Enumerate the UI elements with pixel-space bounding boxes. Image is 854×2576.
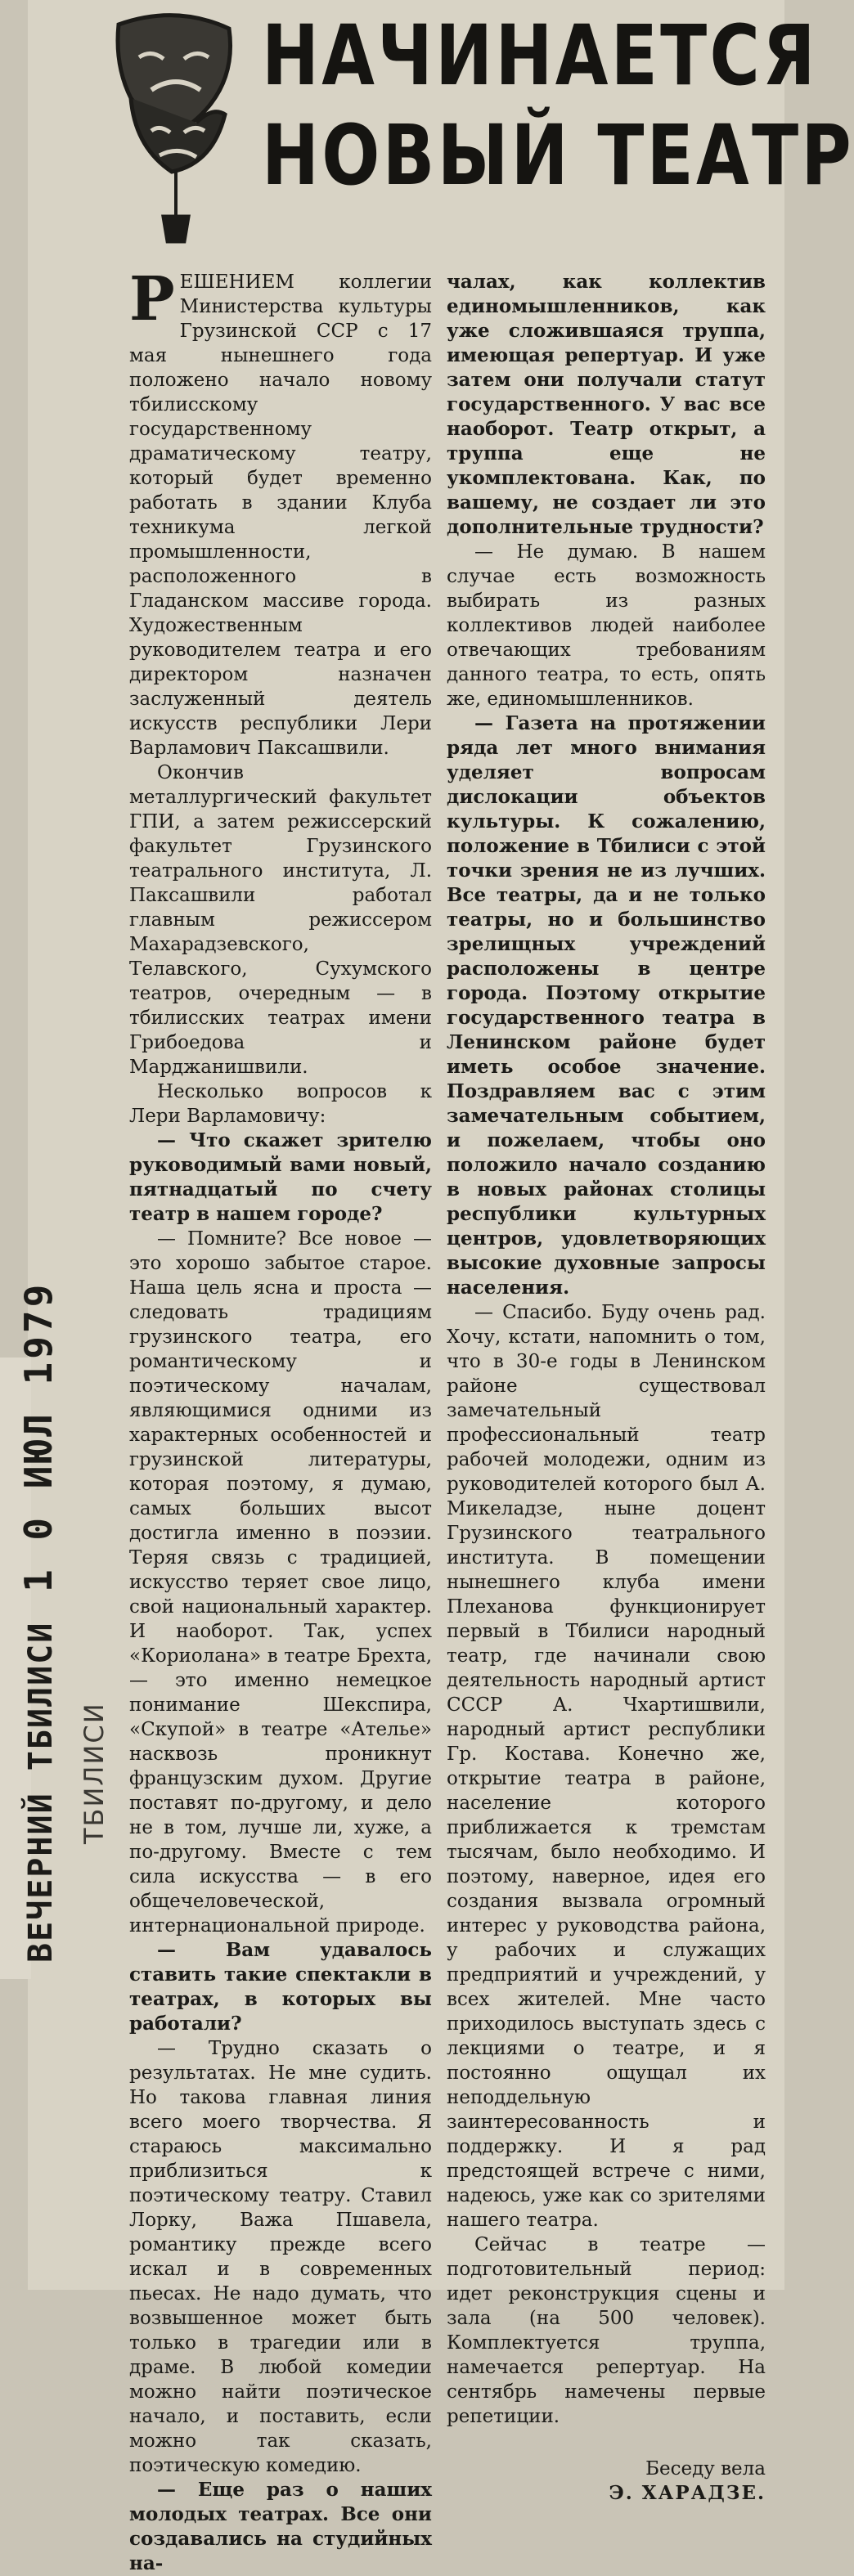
publication-stamp xyxy=(16,1281,61,1963)
paragraph: Окончив металлургический факультет ГПИ, а затем режиссерский факультет Грузинского театрального института, Л. Паксашвили работал главным режиссером Махарадзевского, Телавского, Сухумского театров, очередным — в тбилисских театрах имени Грибоедова и Марджанишвили. xyxy=(129,762,432,1078)
question: — Газета на протяжении ряда лет много внимания уделяет вопросам дислокации объектов культуры. К сожалению, положение в Тбилиси с этой точки зрения не из лучших. Все театры, да и не только театры, но и большинство зрелищных учреждений расположены в центре города. Поэтому открытие государственного театра в Ленинском районе будет иметь особое значение. Поздравляем вас с этим замечательным событием, и пожелаем, чтобы оно положило начало созданию в новых районах столицы республики культурных центров, удовлетворяющих высокие духовные запросы населения. xyxy=(447,712,766,1299)
byline xyxy=(447,2457,766,2506)
stamp-paper-name: ВЕЧЕРНИЙ ТБИЛИСИ xyxy=(22,1621,60,1963)
question-continued: чалах, как коллектив единомышленников, как уже сложившаяся труппа, имеющая репертуар. И уже затем они получали статут государственного. У вас все наоборот. Театр открыт, а труппа еще не укомплектована. Как, по вашему, не создает ли это дополнительные трудности? xyxy=(447,271,766,538)
answer: — Трудно сказать о результатах. Не мне судить. Но такова главная линия всего моего творчества. Я стараюсь максимально приблизиться к поэтическому театру. Ставил Лорку, Важа Пшавела, романтику прежде всего искал и в современных пьесах. Не надо думать, что возвышенное может быть только в трагедии или в драме. В любой комедии можно найти поэтическое начало, и поставить, если можно так сказать, поэтическую комедию. xyxy=(129,2038,432,2476)
headline xyxy=(262,7,854,206)
paragraph: Несколько вопросов к Лери Варламовичу: xyxy=(129,1081,432,1127)
article-column-right xyxy=(447,270,766,2506)
byline-label: Беседу вела xyxy=(645,2458,766,2480)
drop-cap: Р xyxy=(129,264,175,334)
question: — Что скажет зрителю руководимый вами новый, пятнадцатый по счету театр в нашем городе? xyxy=(129,1129,432,1225)
answer: — Спасибо. Буду очень рад. Хочу, кстати, напомнить о том, что в 30-е годы в Ленинском районе существовал замечательный профессиональный театр рабочей молодежи, одним из руководителей которого был А. Микеладзе, ныне доцент Грузинского театрального института. В помещении нынешнего клуба имени Плеханова функционирует первый в Тбилиси народный театр, где начинали свою деятельность народный артист СССР А. Чхартишвили, народный артист республики Гр. Костава. Конечно же, открытие театра в районе, население которого приближается к тремстам тысячам, было необходимо. И поэтому, наверное, идея его создания вызвала огромный интерес у руководства района, у рабочих и служащих предприятий и учреждений, у всех жителей. Мне часто приходилось выступать здесь с лекциями о театре, и я постоянно ощущал их неподдельную заинтересованность и поддержку. И я рад предстоящей встрече с ними, надеюсь, уже как со зрителями нашего театра. xyxy=(447,1302,766,2231)
question: — Еще раз о наших молодых театрах. Все они создавались на студийных на- xyxy=(129,2479,432,2574)
answer: — Не думаю. В нашем случае есть возможность выбирать из разных коллективов людей наиболее отвечающих требованиям данного театра, то есть, опять же, единомышленников. xyxy=(447,541,766,710)
headline-line-1: НАЧИНАЕТСЯ xyxy=(262,7,818,105)
lead-paragraph: РЕШЕНИЕМ коллегии Министерства культуры Грузинской ССР с 17 мая нынешнего года положено начало новому тбилисскому государственному драматическому театру, который будет временно работать в здании Клуба техникума легкой промышленности, расположенного в Гладанском массиве города. Художественным руководителем театра и его директором назначен заслуженный деятель искусств республики Лери Варламович Паксашвили. xyxy=(129,264,432,759)
byline-author: Э. ХАРАДЗЕ. xyxy=(609,2482,766,2504)
answer: — Помните? Все новое — это хорошо забытое старое. Наша цель ясна и проста — следовать традициям грузинского театра, его романтическому и поэтическому началам, являющимися одними из характерных особенностей и грузинской литературы, которая поэтому, я думаю, самых больших высот достигла именно в поэзии. Теряя связь с традицией, искусство теряет свое лицо, свой национальный характер. И наоборот. Так, успех «Кориолана» в театре Брехта, — это именно немецкое понимание Шекспира, «Скупой» в театре «Ателье» насквозь проникнут французским духом. Другие поставят по-другому, и дело не в том, лучше ли, хуже, а по-другому. Вместе с тем сила искусства — в его общечеловеческой, интернациональной природе. xyxy=(129,1228,432,1936)
article-column-left xyxy=(129,264,432,2576)
paragraph: Сейчас в театре — подготовительный период: идет реконструкция сцены и зала (на 500 человек). Комплектуется труппа, намечается репертуар. На сентябрь намечены первые репетиции. xyxy=(447,2234,766,2427)
question: — Вам удавалось ставить такие спектакли в театрах, в которых вы работали? xyxy=(129,1939,432,2035)
stamp-date: 1 0 ИЮЛ 1979 xyxy=(16,1281,61,1593)
theatre-masks-icon xyxy=(106,8,245,245)
headline-line-2: НОВЫЙ ТЕАТР xyxy=(262,107,854,204)
stamp-sub-text: ТБИЛИСИ xyxy=(79,1702,110,1844)
